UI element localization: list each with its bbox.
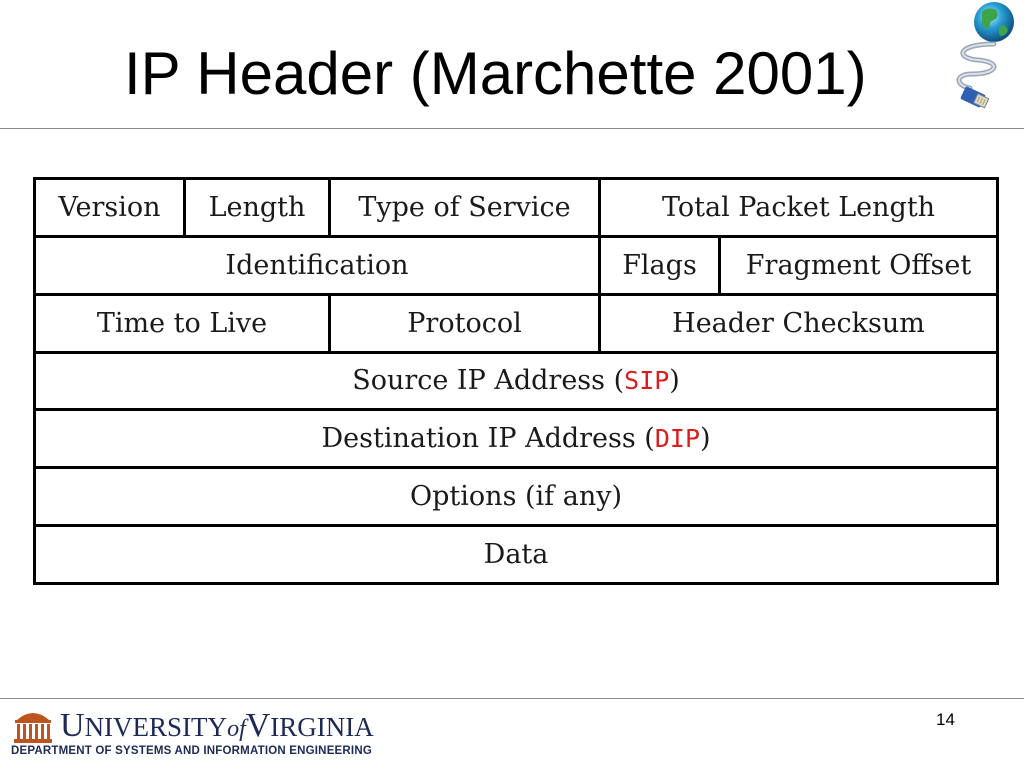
field-label: Length	[208, 191, 306, 223]
field-code: DIP	[654, 424, 701, 454]
header-field	[330, 294, 600, 352]
field-label: Options (if any)	[410, 481, 623, 513]
header-row	[35, 468, 998, 526]
title-divider	[0, 128, 1024, 129]
header-field	[35, 526, 998, 584]
header-field	[35, 468, 998, 526]
header-field	[35, 236, 600, 294]
header-row	[35, 179, 998, 237]
header-row	[35, 352, 998, 410]
field-code: SIP	[624, 366, 670, 396]
field-label: Total Packet Length	[661, 191, 936, 223]
wordmark-irginia: IRGINIA	[270, 712, 374, 742]
header-row	[35, 410, 998, 468]
field-label: Version	[58, 191, 161, 223]
header-row	[35, 236, 998, 294]
header-field	[35, 179, 185, 237]
field-label: Header Checksum	[672, 307, 925, 339]
header-field	[330, 179, 600, 237]
field-label: Destination IP Address (	[321, 423, 655, 455]
header-row	[35, 526, 998, 584]
field-label: Data	[483, 539, 549, 571]
department-name: DEPARTMENT OF SYSTEMS AND INFORMATION ENGINEERING	[11, 745, 372, 757]
field-label: Type of Service	[358, 191, 571, 223]
field-label: Fragment Offset	[745, 249, 972, 281]
wordmark-niversity: NIVERSITY	[84, 712, 228, 742]
header-field	[600, 294, 998, 352]
field-suffix: )	[669, 365, 680, 397]
field-label: Time to Live	[96, 307, 268, 339]
field-label: Flags	[622, 249, 697, 281]
field-label: Identification	[225, 249, 409, 281]
header-field	[600, 179, 998, 237]
wordmark-u: U	[60, 707, 85, 744]
header-field	[600, 236, 720, 294]
wordmark-v: V	[245, 707, 271, 744]
footer-divider	[0, 698, 1024, 699]
page-number: 14	[936, 710, 955, 729]
university-wordmark	[60, 708, 374, 747]
field-label: Source IP Address (	[352, 365, 625, 397]
ip-header-diagram	[33, 177, 999, 585]
globe-cable-icon	[948, 0, 1024, 112]
header-field	[185, 179, 330, 237]
header-field	[720, 236, 998, 294]
field-suffix: )	[700, 423, 711, 455]
header-row	[35, 294, 998, 352]
rotunda-icon	[11, 706, 55, 744]
header-field	[35, 352, 998, 410]
slide-title: IP Header (Marchette 2001)	[124, 40, 867, 107]
wordmark-of: of	[227, 716, 246, 742]
header-field	[35, 410, 998, 468]
field-label: Protocol	[407, 307, 522, 339]
header-field	[35, 294, 330, 352]
